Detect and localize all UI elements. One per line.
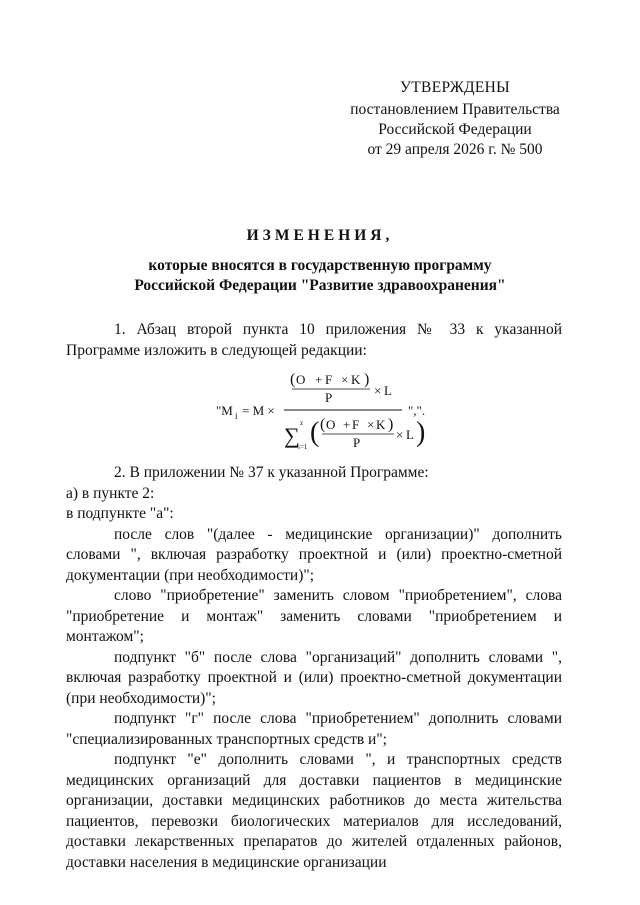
approval-line-1: постановлением Правительства (350, 101, 560, 118)
sum-sign: ∑ (284, 423, 300, 448)
big-paren-open: ( (310, 417, 320, 448)
section-2-paragraph-2: слово "приобретение" заменить словом "приобретением", слова "приобретение и монтаж" заменить словами "приобретением и монтажом"; (66, 587, 562, 645)
num-o-bottom: O (326, 417, 336, 432)
big-paren-close: ) (416, 417, 426, 448)
title-block (60, 226, 580, 296)
title-subtitle-1: которые вносятся в государственную программу (148, 257, 492, 274)
plus-bottom: + (343, 417, 351, 432)
sum-top: z (300, 419, 304, 427)
document-title: ИЗМЕНЕНИЯ, (246, 227, 394, 244)
section-2-intro: 2. В приложении № 37 к указанной Программе: (114, 464, 429, 481)
section-2-paragraph-1: после слов "(далее - медицинские организации)" дополнить словами ", включая разработку проектной и (или) проектно-сметной документации (при необходимости)"; (66, 525, 562, 584)
section-2-subitem-a: в подпункте "а": (66, 505, 174, 522)
section-2-paragraph-5: подпункт "е" дополнить словами ", и транспортных средств медицинских организаций для доставки пациентов в медицинские организации, доставки медицинских работников до места жительства пациентов, перевозки биологических материалов для исследований, доставки лекарственных препаратов до жителей отдаленных районов, доставки населения в медицинские организации (66, 751, 562, 871)
num-f-bottom: F (352, 417, 360, 432)
document-body (66, 320, 562, 873)
denom-p-top: P (325, 390, 333, 405)
l-top: L (384, 383, 392, 398)
formula-graphic (216, 367, 506, 453)
times-bottom: × (367, 417, 375, 432)
approval-line-3: от 29 апреля 2026 г. № 500 (367, 141, 543, 158)
num-k-top: K (351, 372, 361, 387)
approval-block (330, 78, 580, 160)
approval-line-2: Российской Федерации (378, 121, 532, 138)
num-k-bottom: K (376, 417, 386, 432)
times-l-bottom: × (396, 427, 404, 442)
paren-close-bottom: ) (388, 416, 394, 433)
formula-close: ",". (408, 403, 426, 418)
section-2-paragraph-3: подпункт "б" после слова "организаций" дополнить словами ", включая разработку проектной и (или) проектно-сметной документации (при необходимости)"; (66, 648, 562, 707)
formula-block (66, 367, 562, 453)
paren-open-bottom: ( (320, 416, 326, 433)
denom-p-bottom: P (353, 435, 361, 450)
l-bottom: L (406, 427, 414, 442)
paren-close-top: ) (364, 371, 370, 388)
plus-top: + (315, 372, 323, 387)
title-subtitle-2: Российской Федерации "Развитие здравоохранения" (134, 277, 506, 294)
approval-stamp: УТВЕРЖДЕНЫ (400, 79, 510, 96)
section-1-text: 1. Абзац второй пункта 10 приложения № 33 к указанной Программе изложить в следующей редакции: (66, 321, 562, 359)
sum-bottom: i=1 (298, 443, 308, 451)
times-l-top: × (374, 383, 382, 398)
times-top: × (341, 372, 349, 387)
formula-open-quote: "M (216, 403, 233, 418)
num-f-top: F (325, 372, 333, 387)
formula-sub-i: i (235, 411, 238, 421)
section-2-paragraph-4: подпункт "г" после слова "приобретением" дополнить словами "специализированных транспортных средств и"; (66, 710, 562, 748)
formula-equals: = M × (242, 403, 275, 418)
num-o-top: O (296, 372, 306, 387)
section-2-item-a: а) в пункте 2: (66, 484, 155, 502)
paren-open-top: ( (290, 371, 296, 388)
